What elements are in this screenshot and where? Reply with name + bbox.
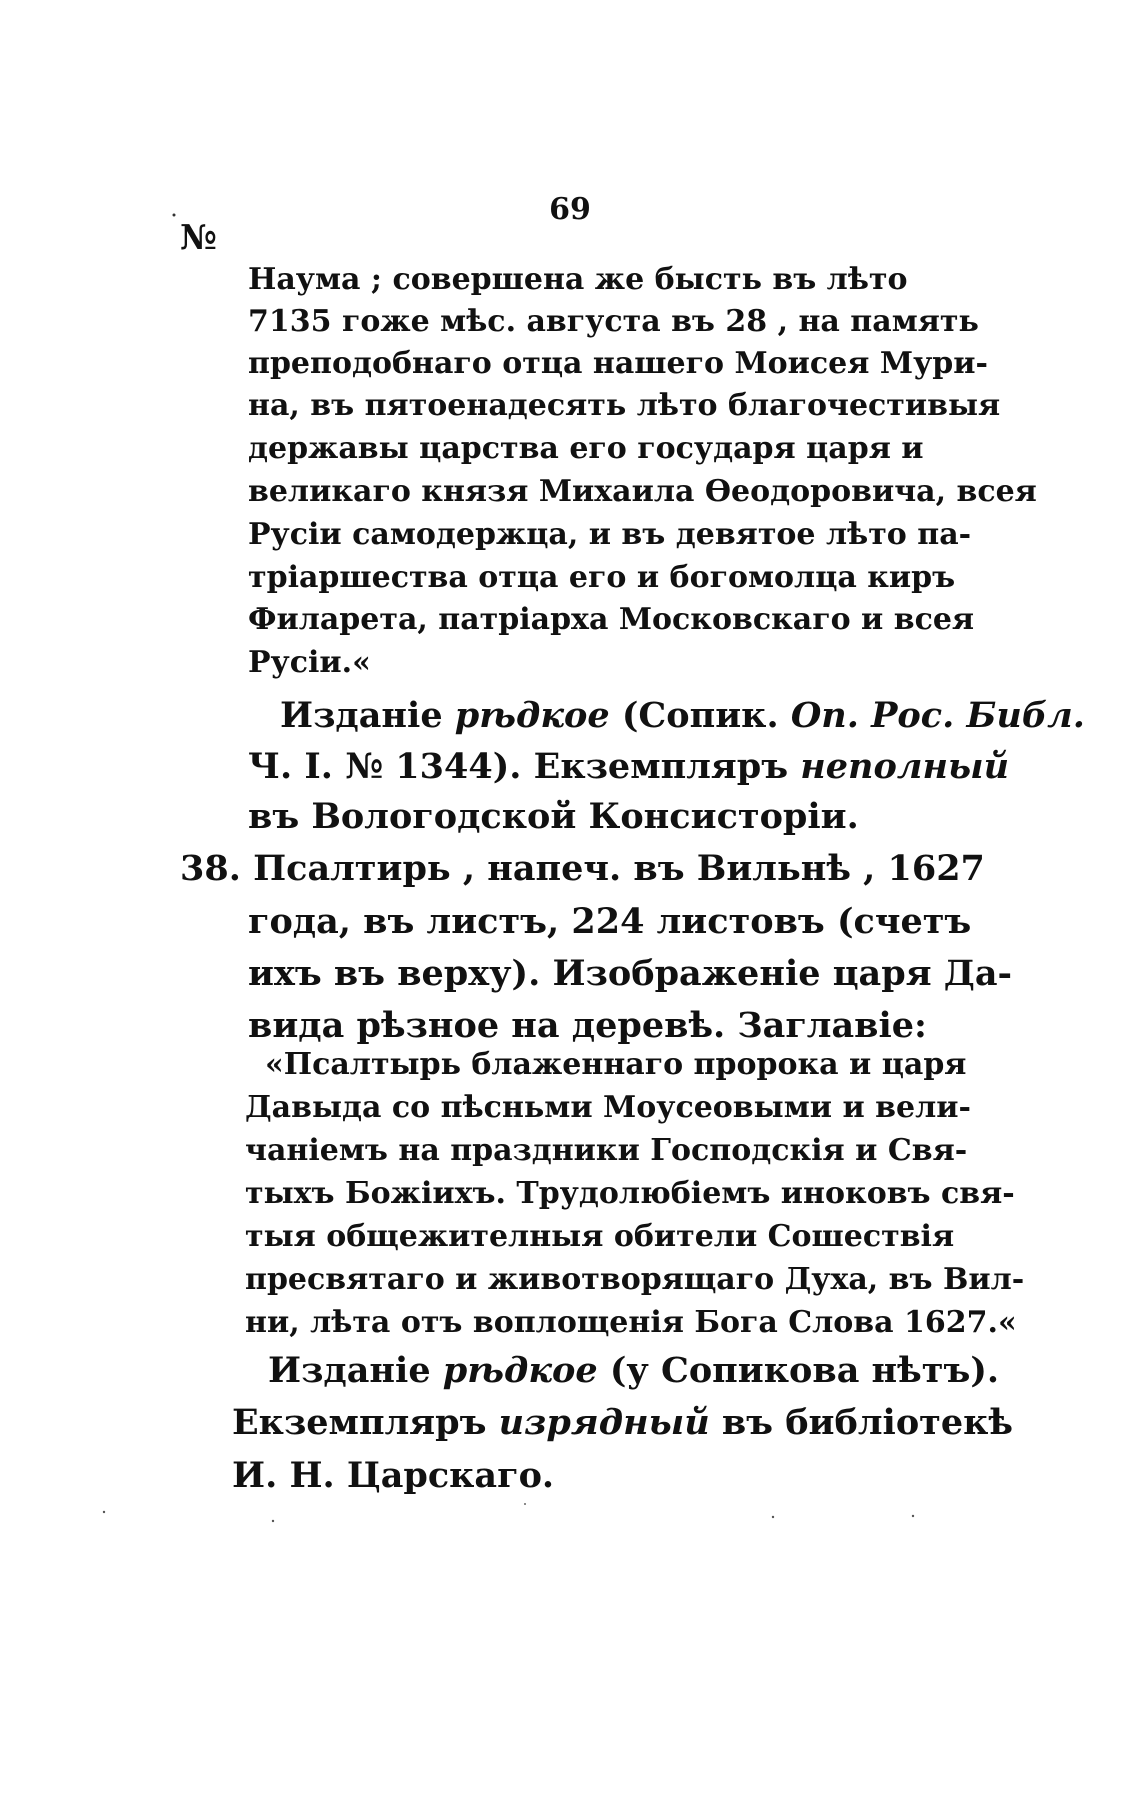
note2-italic: изрядный	[498, 1402, 710, 1443]
page-number: 69	[549, 192, 591, 227]
quote2-line: тыя общежителныя обители Сошествія	[245, 1219, 955, 1254]
note1-text: (Сопик.	[609, 695, 791, 736]
quote1-line: тріаршества отца его и богомолца киръ	[248, 560, 956, 595]
note2-text: Екземпляръ	[232, 1402, 499, 1443]
note1-text: Изданіе	[280, 695, 455, 736]
entry38-line: вида рѣзное на деревѣ. Заглавіе:	[248, 1005, 927, 1046]
quote2-line: чаніемъ на праздники Господскія и Свя-	[245, 1133, 968, 1168]
quote1-line: Филарета, патріарха Московскаго и всея	[248, 602, 975, 637]
corner-mark: №	[180, 218, 217, 258]
note2-line: И. Н. Царскаго.	[232, 1455, 555, 1496]
note1-italic: неполный	[800, 746, 1010, 787]
quote2-line: ни, лѣта отъ воплощенія Бога Слова 1627.«	[245, 1305, 1017, 1340]
quote2-line: тыхъ Божіихъ. Трудолюбіемъ иноковъ свя-	[245, 1176, 1015, 1211]
quote2-line: пресвятаго и животворящаго Духа, въ Вил-	[245, 1262, 1025, 1297]
quote1-line: 7135 гоже мѣс. августа въ 28 , на память	[248, 304, 979, 339]
quote2-line: Давыда со пѣсньми Моусеовыми и вели-	[245, 1090, 971, 1125]
quote1-line: на, въ пятоенадесять лѣто благочестивыя	[248, 388, 1001, 423]
note2-text: (у Сопикова нѣтъ).	[597, 1350, 1000, 1391]
speck	[912, 1515, 914, 1517]
speck	[524, 1503, 526, 1505]
quote1-line: великаго князя Михаила Ѳеодоровича, всея	[248, 474, 1037, 509]
quote1-line: Русіи самодержца, и въ девятое лѣто па-	[248, 517, 972, 552]
speck	[772, 1516, 774, 1518]
quote1-line: державы царства его государя царя и	[248, 431, 924, 466]
note1-line: въ Вологодской Консисторіи.	[248, 796, 859, 837]
quote1-line: преподобнаго отца нашего Моисея Мури-	[248, 346, 988, 381]
speck	[272, 1520, 274, 1522]
entry38-line: 38. Псалтирь , напеч. въ Вильнѣ , 1627	[180, 848, 985, 889]
entry38-line: года, въ листъ, 224 листовъ (счетъ	[248, 901, 972, 942]
note2-text: въ библіотекѣ	[709, 1402, 1014, 1443]
quote1-line: Наума ; совершена же бысть въ лѣто	[248, 262, 908, 297]
note1-italic: Оп. Рос. Библ.	[790, 695, 1085, 736]
speck	[173, 214, 176, 217]
quote1-line: Русіи.«	[248, 645, 371, 680]
note1-italic: рѣдкое	[454, 695, 610, 736]
note2-italic: рѣдкое	[442, 1350, 598, 1391]
note2-text: Изданіе	[268, 1350, 443, 1391]
quote2-line: «Псалтырь блаженнаго пророка и царя	[265, 1047, 967, 1082]
entry38-line: ихъ въ верху). Изображеніе царя Да-	[248, 953, 1013, 994]
note1-text: Ч. I. № 1344). Екземпляръ	[248, 746, 801, 787]
speck	[103, 1511, 105, 1513]
